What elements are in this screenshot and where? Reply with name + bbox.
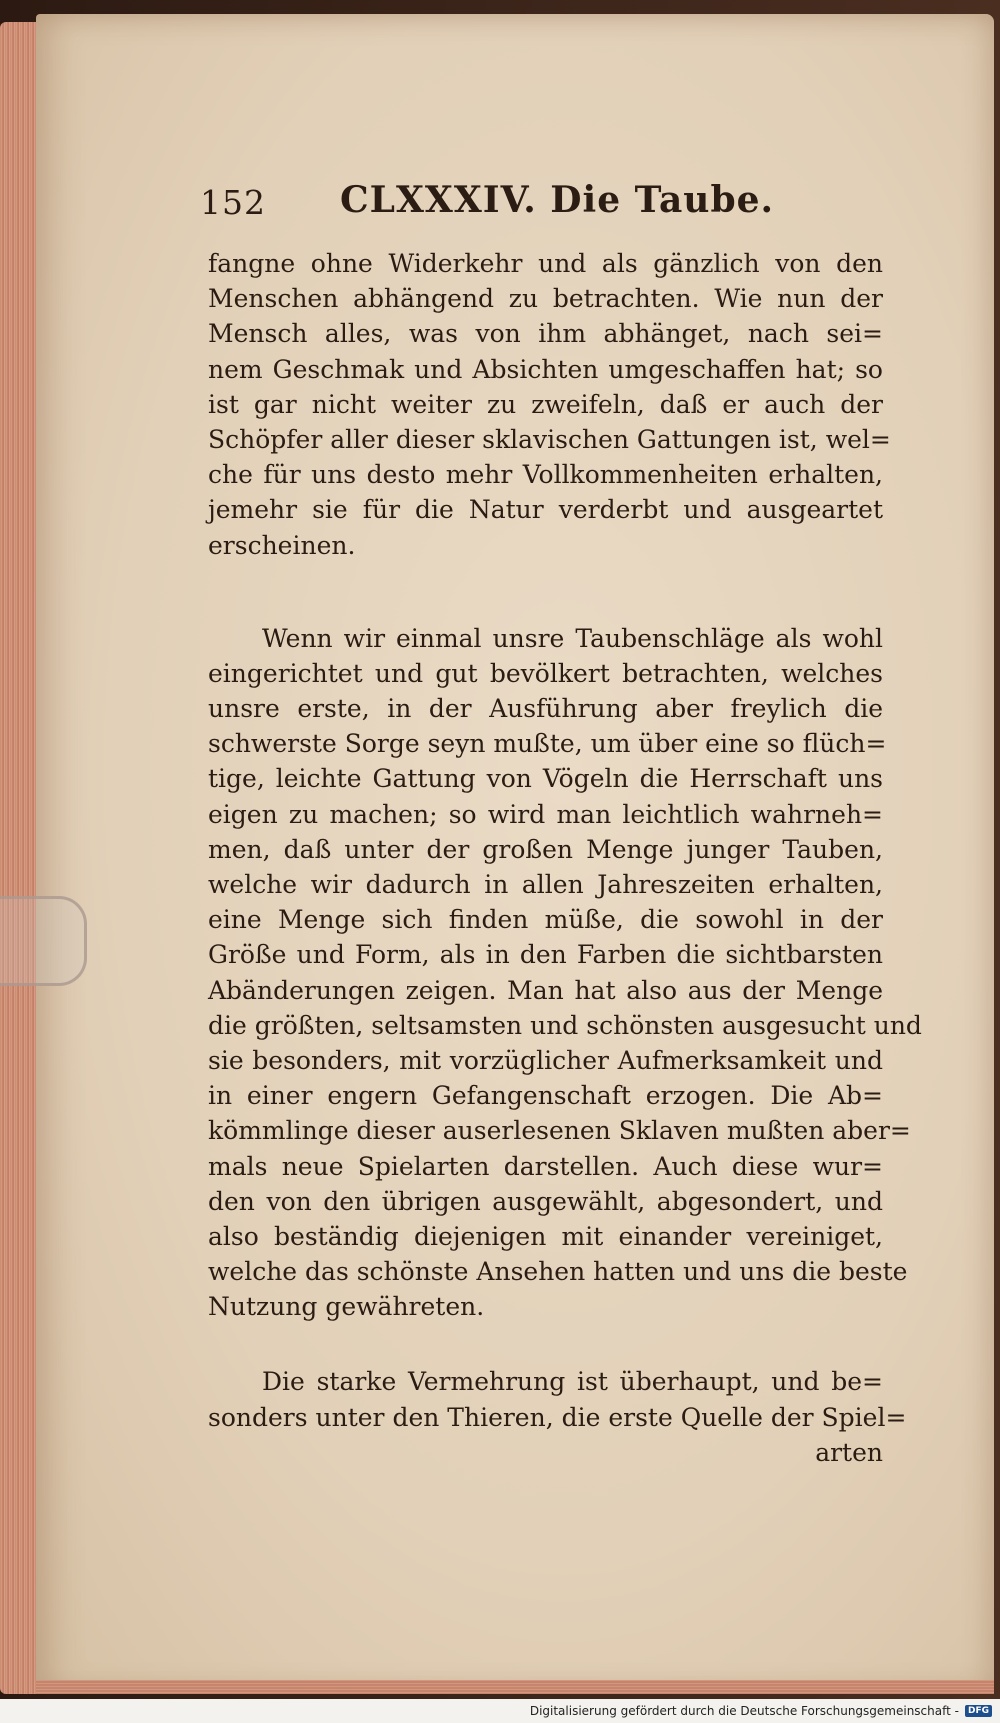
digitization-footer xyxy=(0,1699,1000,1723)
page-clip xyxy=(0,896,87,986)
text-line: den von den übrigen ausgewählt, abgesondert, und xyxy=(208,1186,883,1216)
body-text xyxy=(208,246,922,1470)
page-header xyxy=(200,175,840,235)
text-line: Größe und Form, als in den Farben die sichtbarsten xyxy=(208,940,883,970)
text-line: Abänderungen zeigen. Man hat also aus der Menge xyxy=(208,975,883,1005)
text-line: Wenn wir einmal unsre Taubenschläge als wohl xyxy=(262,623,883,653)
text-line: Mensch alles, was von ihm abhänget, nach sei= xyxy=(208,319,883,349)
paragraph-3 xyxy=(208,1364,907,1470)
page-number: 152 xyxy=(200,183,266,222)
text-line: eingerichtet und gut bevölkert betrachten, welches xyxy=(208,658,883,688)
text-line: che für uns desto mehr Vollkommenheiten erhalten, xyxy=(208,460,883,490)
paragraph-2 xyxy=(208,621,922,1325)
catchword: arten xyxy=(815,1437,883,1467)
running-head: CLXXXIV. Die Taube. xyxy=(340,179,775,221)
text-line: die größten, seltsamsten und schönsten ausgesucht und xyxy=(208,1010,922,1040)
text-line: fangne ohne Widerkehr und als gänzlich von den xyxy=(208,249,883,278)
page-bottom-edge xyxy=(36,1680,994,1694)
text-line: sonders unter den Thieren, die erste Quelle der Spiel= xyxy=(208,1402,907,1432)
text-line: tige, leichte Gattung von Vögeln die Herrschaft uns xyxy=(208,764,883,794)
text-line: ist gar nicht weiter zu zweifeln, daß er auch der xyxy=(208,389,883,419)
dfg-logo: DFG xyxy=(965,1705,992,1717)
footer-credit: Digitalisierung gefördert durch die Deutsche Forschungsgemeinschaft - xyxy=(529,1704,959,1718)
text-line: mals neue Spielarten darstellen. Auch diese wur= xyxy=(208,1151,883,1181)
text-line: Menschen abhängend zu betrachten. Wie nun der xyxy=(208,284,883,314)
paragraph-1 xyxy=(208,246,891,563)
text-line: in einer engern Gefangenschaft erzogen. Die Ab= xyxy=(208,1081,883,1111)
text-line: eine Menge sich finden müße, die sowohl in der xyxy=(208,905,883,935)
text-line: welche wir dadurch in allen Jahreszeiten erhalten, xyxy=(208,870,883,899)
text-line: erscheinen. xyxy=(208,530,356,560)
text-line: Schöpfer aller dieser sklavischen Gattungen ist, wel= xyxy=(208,424,891,454)
text-line: schwerste Sorge seyn mußte, um über eine so flüch= xyxy=(208,729,887,759)
text-line: Die starke Vermehrung ist überhaupt, und be= xyxy=(262,1367,883,1397)
text-line: kömmlinge dieser auserlesenen Sklaven mußten aber= xyxy=(208,1116,911,1146)
text-line: Nutzung gewähreten. xyxy=(208,1292,485,1322)
text-line: also beständig diejenigen mit einander vereiniget, xyxy=(208,1221,883,1251)
text-line: men, daß unter der großen Menge junger Tauben, xyxy=(208,834,883,864)
text-line: sie besonders, mit vorzüglicher Aufmerksamkeit und xyxy=(208,1045,883,1075)
text-line: unsre erste, in der Ausführung aber freylich die xyxy=(208,694,883,724)
text-line: welche das schönste Ansehen hatten und uns die beste xyxy=(208,1257,908,1287)
text-line: nem Geschmak und Absichten umgeschaffen hat; so xyxy=(208,354,883,384)
text-line: jemehr sie für die Natur verderbt und ausgeartet xyxy=(208,495,883,525)
text-line: eigen zu machen; so wird man leichtlich wahrneh= xyxy=(208,799,883,829)
